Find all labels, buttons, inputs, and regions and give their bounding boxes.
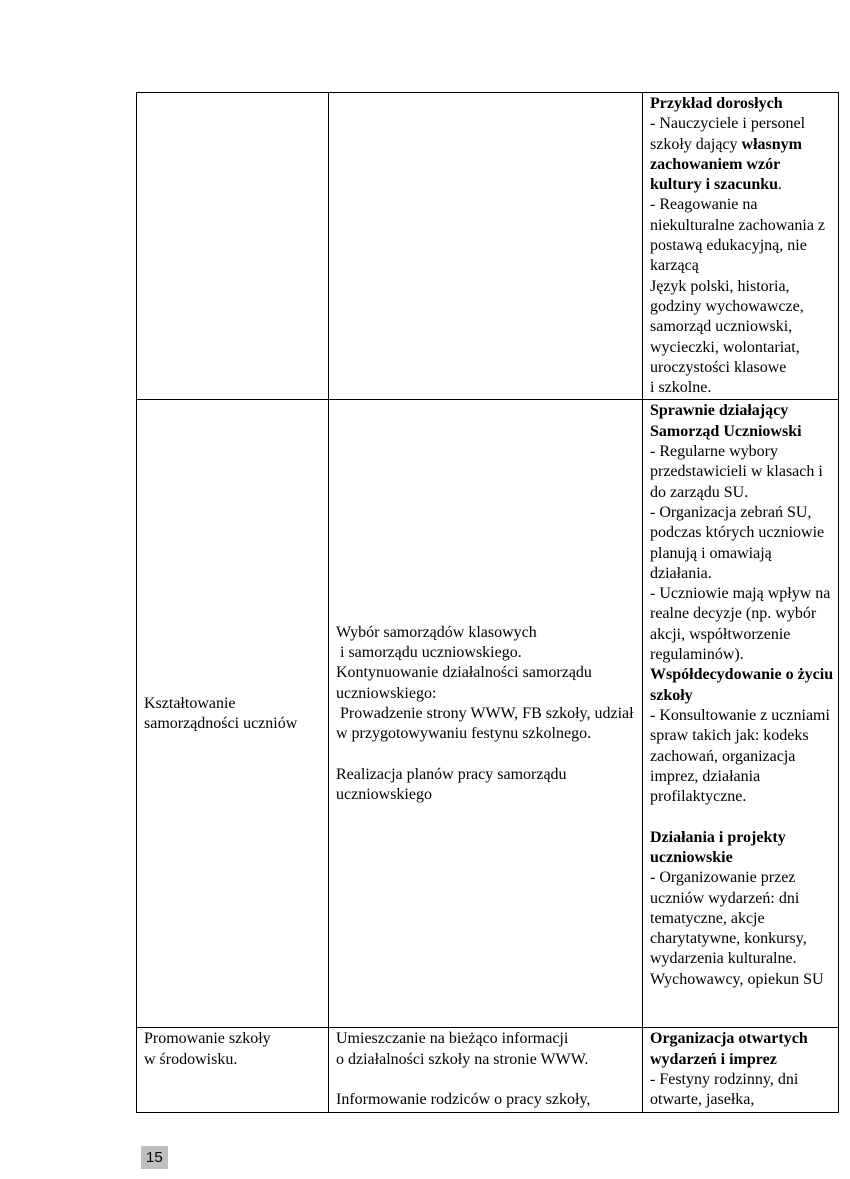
- paragraph: Kształtowanie samorządności uczniów: [144, 694, 298, 732]
- table-cell: [137, 1028, 329, 1112]
- paragraph: - Uczniowie mają wpływ na realne decyzje (np. wybór akcji, współtworzenie regulaminów).: [650, 585, 835, 664]
- paragraph: - Organizowanie przez uczniów wydarzeń: dni tematyczne, akcje charytatywne, konkursy, wydarzenia kulturalne.: [650, 869, 811, 968]
- paragraph: - Regularne wybory przedstawicieli w klasach i do zarządu SU.: [650, 443, 827, 501]
- paragraph: Sprawnie działający Samorząd Uczniowski: [650, 402, 802, 440]
- table-row: [137, 400, 839, 1028]
- table-cell: [643, 1028, 839, 1112]
- planning-table: [136, 92, 839, 1113]
- paragraph: [336, 1070, 638, 1090]
- paragraph: - Festyny rodzinny, dni otwarte, jasełka,: [650, 1071, 803, 1109]
- paragraph: Przykład dorosłych: [650, 95, 783, 112]
- paragraph: Informowanie rodziców o pracy szkoły,: [336, 1091, 591, 1109]
- paragraph: Współdecydowanie o życiu szkoły: [650, 666, 838, 704]
- paragraph: Realizacja planów pracy samorządu uczniowskiego: [336, 765, 571, 803]
- paragraph: [650, 807, 834, 827]
- table-cell: [137, 93, 329, 400]
- paragraph: - Konsultowanie z uczniami spraw takich jak: kodeks zachowań, organizacja imprez, działania profilaktyczne.: [650, 706, 834, 806]
- paragraph: Język polski, historia, godziny wychowawcze, samorząd uczniowski, wycieczki, wolontariat, uroczystości klasowe i szkolne.: [650, 277, 808, 397]
- footer-page-number: 15: [141, 1146, 168, 1169]
- paragraph: Wychowawcy, opiekun SU: [650, 970, 824, 988]
- table-cell: [643, 400, 839, 1028]
- paragraph: Organizacja otwartych wydarzeń i imprez: [650, 1030, 812, 1068]
- paragraph: Kontynuowanie działalności samorządu uczniowskiego:: [336, 664, 596, 702]
- paragraph: [336, 744, 638, 764]
- planning-table-body: [137, 93, 839, 1113]
- table-cell: [329, 93, 643, 400]
- paragraph: o działalności szkoły na stronie WWW.: [336, 1050, 589, 1068]
- paragraph: Działania i projekty uczniowskie: [650, 828, 790, 866]
- paragraph: Umieszczanie na bieżąco informacji: [336, 1030, 569, 1048]
- table-row: [137, 1028, 839, 1112]
- paragraph: - Organizacja zebrań SU, podczas których uczniowie planują i omawiają działania.: [650, 503, 829, 582]
- paragraph: Promowanie szkoły: [144, 1030, 271, 1048]
- table-cell: [329, 1028, 643, 1112]
- paragraph: - Nauczyciele i personel szkoły dający własnym zachowaniem wzór kultury i szacunku.: [650, 115, 810, 194]
- table-cell: [137, 400, 329, 1028]
- paragraph: Prowadzenie strony WWW, FB szkoły, udział w przygotowywaniu festynu szkolnego.: [336, 704, 638, 743]
- paragraph: Wybór samorządów klasowych: [336, 623, 537, 641]
- table-cell: [329, 400, 643, 1028]
- table-row: [137, 93, 839, 400]
- table-cell: [643, 93, 839, 400]
- paragraph: - Reagowanie na niekulturalne zachowania z postawą edukacyjną, nie karzącą: [650, 196, 830, 275]
- paragraph: i samorządu uczniowskiego.: [336, 643, 522, 661]
- paragraph: w środowisku.: [144, 1050, 238, 1068]
